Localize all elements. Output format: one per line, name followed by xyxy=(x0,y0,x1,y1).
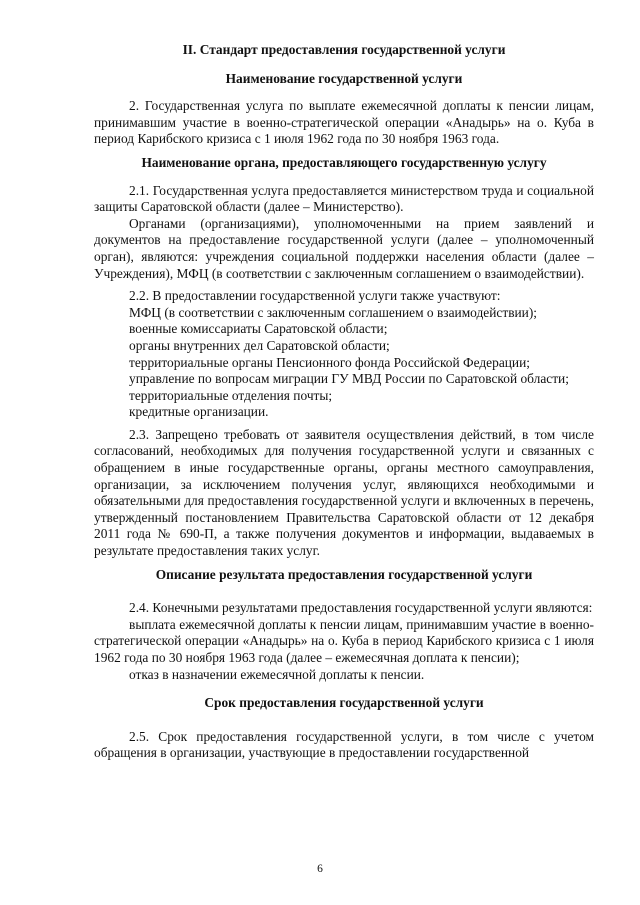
heading-service-name: Наименование государственной услуги xyxy=(225,70,463,86)
paragraph-2-4: 2.4. Конечными результатами предоставления государственной услуги являются: xyxy=(129,600,593,616)
list-item: военные комиссариаты Саратовской области; xyxy=(129,321,388,337)
list-item: территориальные отделения почты; xyxy=(129,387,333,403)
heading-result: Описание результата предоставления государственной услуги xyxy=(155,566,533,582)
paragraph-2-1: 2.1. Государственная услуга предоставляется министерством труда и социальной защиты Саратовской области (далее – Министерство). xyxy=(94,182,594,215)
list-item: управление по вопросам миграции ГУ МВД России по Саратовской области; xyxy=(129,371,569,387)
heading-service-org: Наименование органа, предоставляющего государственную услугу xyxy=(141,154,547,170)
list-item: органы внутренних дел Саратовской области; xyxy=(129,337,390,353)
heading-term: Срок предоставления государственной услуги xyxy=(204,695,484,711)
list-item: кредитные организации. xyxy=(129,404,269,420)
paragraph-2-4-payment: выплата ежемесячной доплаты к пенсии лицам, принимавшим участие в военно-стратегической операции «Анадырь» на о. Куба в период Карибского кризиса с 1 июля 1962 года по 30 ноября 1963 года (далее – ежемесячная доплата к пенсии); xyxy=(94,616,594,665)
paragraph-2-5: 2.5. Срок предоставления государственной услуги, в том числе с учетом обращения в организации, участвующие в предоставлении государственной xyxy=(94,728,594,761)
paragraph-2-4-refusal: отказ в назначении ежемесячной доплаты к пенсии. xyxy=(129,666,425,682)
paragraph-2-2: 2.2. В предоставлении государственной услуги также участвуют: xyxy=(129,288,501,304)
section-title: II. Стандарт предоставления государственной услуги xyxy=(182,42,506,57)
paragraph-2-1-authorized: Органами (организациями), уполномоченными на прием заявлений и документов на предоставление государственной услуги (далее – уполномоченный орган), являются: учреждения социальной поддержки населения области (далее – Учреждения), МФЦ (в соответствии с заключенным соглашением о взаимодействии). xyxy=(94,215,594,281)
list-item: территориальные органы Пенсионного фонда Российской Федерации; xyxy=(129,354,530,370)
page-number: 6 xyxy=(317,863,323,875)
list-item: МФЦ (в соответствии с заключенным соглашением о взаимодействии); xyxy=(129,304,538,320)
paragraph-2-3: 2.3. Запрещено требовать от заявителя осуществления действий, в том числе согласований, необходимых для получения государственной услуги и связанных с обращением в иные государственные органы, органы местного самоуправления, организации, за исключением получения услуг, являющихся необходимыми и обязательными для предоставления государственной услуги и включенных в перечень, утвержденный постановлением Правительства Саратовской области от 12 декабря 2011 года № 690-П, а также получения документов и информации, выдаваемых в результате предоставления таких услуг. xyxy=(94,426,594,559)
paragraph-2: 2. Государственная услуга по выплате ежемесячной доплаты к пенсии лицам, принимавшим участие в военно-стратегической операции «Анадырь» на о. Куба в период Карибского кризиса с 1 июля 1962 года по 30 ноября 1963 года. xyxy=(94,98,594,147)
document-page xyxy=(94,38,594,762)
